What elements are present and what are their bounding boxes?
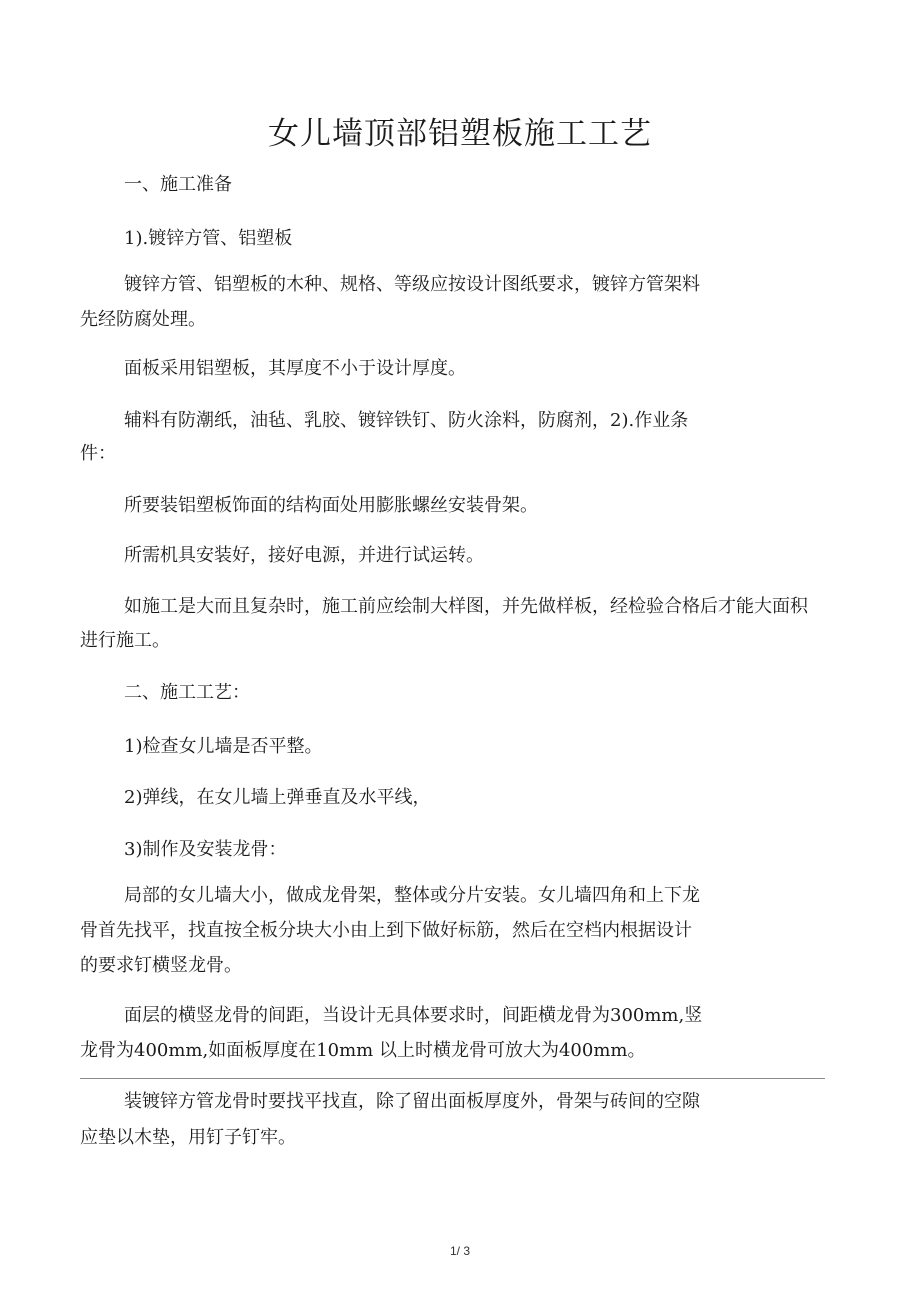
page-divider: [80, 1078, 825, 1079]
paragraph-line: 局部的女儿墙大小，做成龙骨架，整体或分片安装。女儿墙四角和上下龙: [124, 885, 700, 906]
paragraph-line: 辅料有防潮纸，油毡、乳胶、镀锌铁钉、防火涂料，防腐剂，2).作业条: [124, 410, 689, 431]
paragraph-line: 所需机具安装好，接好电源，并进行试运转。: [124, 545, 484, 566]
paragraph-line: 进行施工。: [80, 630, 170, 651]
paragraph-line: 的要求钉横竖龙骨。: [80, 955, 242, 976]
page-number: 1/ 3: [449, 1244, 470, 1258]
paragraph-line: 镀锌方管、铝塑板的木种、规格、等级应按设计图纸要求，镀锌方管架料: [124, 274, 700, 295]
paragraph-line: 骨首先找平，找直按全板分块大小由上到下做好标筋，然后在空档内根据设计: [80, 920, 692, 941]
paragraph-line: 装镀锌方管龙骨时要找平找直，除了留出面板厚度外，骨架与砖间的空隙: [124, 1091, 700, 1112]
item-heading-materials: 1).镀锌方管、铝塑板: [124, 228, 293, 249]
section-heading-preparation: 一、施工准备: [124, 174, 232, 195]
step-line: 3)制作及安装龙骨：: [124, 839, 287, 860]
section-heading-process: 二、施工工艺：: [124, 682, 250, 703]
paragraph-line: 所要装铝塑板饰面的结构面处用膨胀螺丝安装骨架。: [124, 495, 538, 516]
paragraph-line: 龙骨为400mm,如面板厚度在10mm 以上时横龙骨可放大为400mm。: [80, 1040, 646, 1061]
document-title: 女儿墙顶部铝塑板施工工艺: [268, 116, 652, 152]
step-line: 2)弹线，在女儿墙上弹垂直及水平线，: [124, 787, 431, 808]
paragraph-line: 先经防腐处理。: [80, 309, 206, 330]
paragraph-line: 面板采用铝塑板，其厚度不小于设计厚度。: [124, 358, 466, 379]
step-line: 1)检查女儿墙是否平整。: [124, 736, 323, 757]
paragraph-line: 件：: [80, 443, 116, 464]
paragraph-line: 面层的横竖龙骨的间距，当设计无具体要求时，间距横龙骨为300mm,竖: [124, 1005, 703, 1026]
paragraph-line: 如施工是大而且复杂时，施工前应绘制大样图，并先做样板，经检验合格后才能大面积: [124, 596, 808, 617]
paragraph-line: 应垫以木垫，用钉子钉牢。: [80, 1127, 296, 1148]
